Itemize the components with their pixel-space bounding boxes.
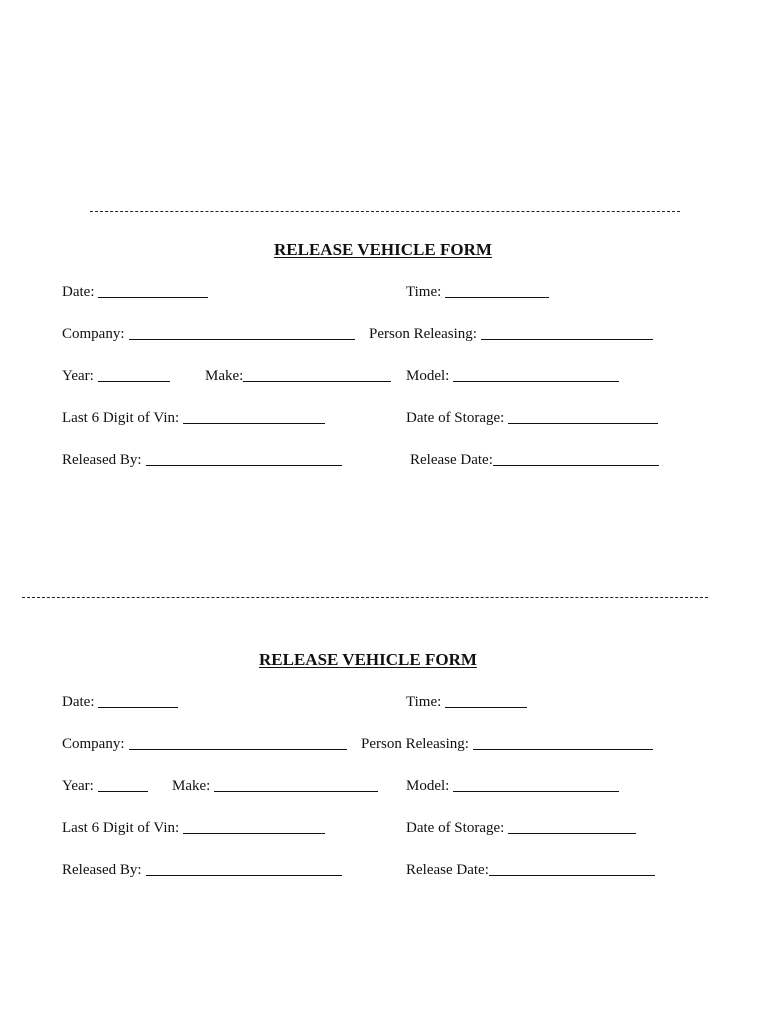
released-by-label: Released By: [62,452,142,468]
model-label: Model: [406,368,450,384]
date-field[interactable] [62,694,178,711]
company-blank-line[interactable] [129,749,347,750]
release-date-blank-line[interactable] [489,875,655,876]
date-field[interactable] [62,284,208,301]
company-blank-line[interactable] [129,339,355,340]
release-date-blank-line[interactable] [493,465,659,466]
release-date-label: Release Date: [406,862,489,878]
date-label: Date: [62,694,95,710]
date-blank-line[interactable] [98,297,208,298]
person-releasing-blank-line[interactable] [473,749,653,750]
date-label: Date: [62,284,95,300]
date-of-storage-blank-line[interactable] [508,423,658,424]
person-releasing-label: Person Releasing: [361,736,469,752]
make-label: Make: [172,778,211,794]
vin-blank-line[interactable] [183,833,325,834]
year-field[interactable] [62,368,170,385]
date-of-storage-field[interactable] [406,820,636,837]
make-blank-line[interactable] [243,381,391,382]
make-field[interactable] [172,778,378,795]
model-blank-line[interactable] [453,791,619,792]
date-of-storage-field[interactable] [406,410,658,427]
dashed-cut-line [22,597,708,598]
company-label: Company: [62,326,125,342]
time-field[interactable] [406,284,549,301]
person-releasing-label: Person Releasing: [369,326,477,342]
date-of-storage-blank-line[interactable] [508,833,636,834]
model-blank-line[interactable] [453,381,619,382]
model-field[interactable] [406,778,619,795]
year-label: Year: [62,778,94,794]
released-by-blank-line[interactable] [146,875,342,876]
time-label: Time: [406,284,442,300]
person-releasing-blank-line[interactable] [481,339,653,340]
vin-label: Last 6 Digit of Vin: [62,820,180,836]
release-date-field[interactable] [406,862,655,879]
year-blank-line[interactable] [98,791,148,792]
time-field[interactable] [406,694,527,711]
year-field[interactable] [62,778,148,795]
time-blank-line[interactable] [445,297,549,298]
vin-field[interactable] [62,820,325,837]
year-blank-line[interactable] [98,381,170,382]
company-field[interactable] [62,326,355,343]
form-title: RELEASE VEHICLE FORM [259,650,477,669]
date-blank-line[interactable] [98,707,178,708]
make-blank-line[interactable] [214,791,378,792]
year-label: Year: [62,368,94,384]
date-of-storage-label: Date of Storage: [406,820,505,836]
vin-label: Last 6 Digit of Vin: [62,410,180,426]
person-releasing-field[interactable] [361,736,653,753]
release-date-label: Release Date: [410,452,493,468]
released-by-blank-line[interactable] [146,465,342,466]
date-of-storage-label: Date of Storage: [406,410,505,426]
make-label: Make: [205,368,244,384]
person-releasing-field[interactable] [369,326,653,343]
time-label: Time: [406,694,442,710]
company-field[interactable] [62,736,347,753]
make-field[interactable] [205,368,391,385]
time-blank-line[interactable] [445,707,527,708]
vin-blank-line[interactable] [183,423,325,424]
released-by-field[interactable] [62,452,342,469]
released-by-label: Released By: [62,862,142,878]
model-field[interactable] [406,368,619,385]
form-title: RELEASE VEHICLE FORM [274,240,492,259]
released-by-field[interactable] [62,862,342,879]
dashed-cut-line [90,211,680,212]
company-label: Company: [62,736,125,752]
release-date-field[interactable] [410,452,659,469]
model-label: Model: [406,778,450,794]
vin-field[interactable] [62,410,325,427]
